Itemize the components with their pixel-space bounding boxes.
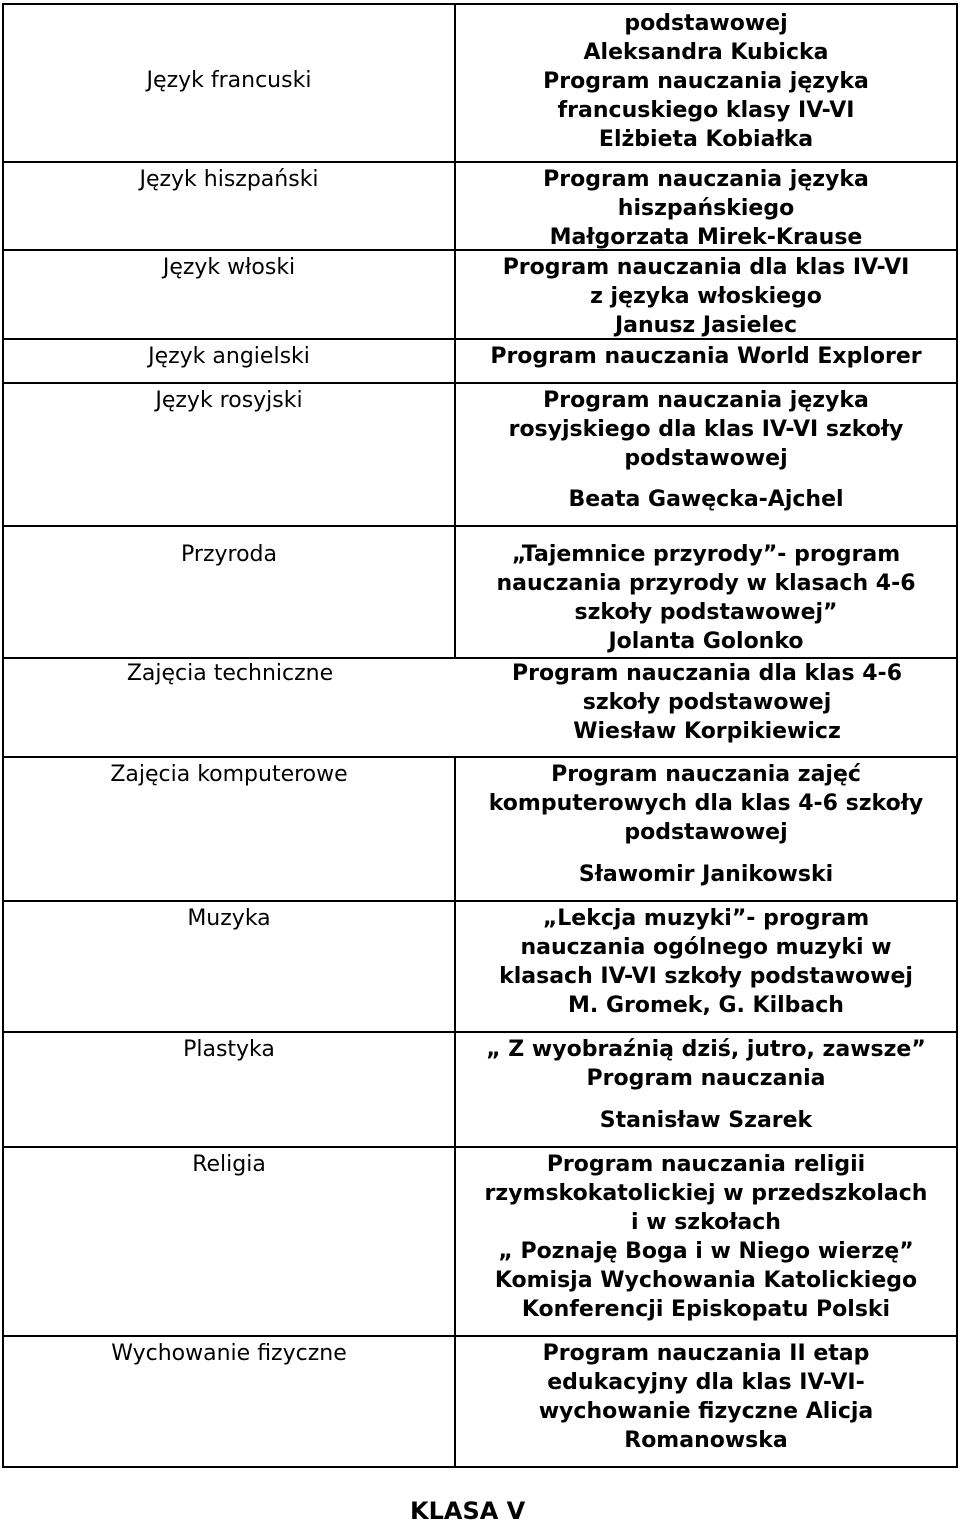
program-cell xyxy=(456,902,956,1031)
table-row xyxy=(4,659,956,758)
program-line: Program nauczania zajęć xyxy=(551,762,861,787)
program-cell xyxy=(456,527,956,657)
table-row xyxy=(4,384,956,527)
subject-label: Język angielski xyxy=(148,344,310,369)
table-row xyxy=(4,1337,956,1468)
program-line: wychowanie fizyczne Alicja xyxy=(538,1399,874,1424)
table-row xyxy=(4,251,956,340)
subject-cell xyxy=(4,1148,456,1335)
program-cell xyxy=(456,340,956,382)
program-line: Wiesław Korpikiewicz xyxy=(573,719,841,744)
subject-label: Muzyka xyxy=(187,906,271,931)
program-line: Program nauczania dla klas IV-VI xyxy=(502,255,910,280)
program-line: rzymskokatolickiej w przedszkolach xyxy=(484,1181,928,1206)
subject-label: Przyroda xyxy=(181,542,277,567)
program-line: Małgorzata Mirek-Krause xyxy=(549,225,863,250)
program-line: Program nauczania dla klas 4-6 xyxy=(512,661,902,686)
program-line: Program nauczania II etap xyxy=(542,1341,870,1366)
program-line: z języka włoskiego xyxy=(590,284,822,309)
program-line: i w szkołach xyxy=(631,1210,781,1235)
subject-cell xyxy=(4,527,456,657)
subject-cell xyxy=(4,659,456,756)
program-line: Program nauczania języka xyxy=(543,388,869,413)
program-line: Program nauczania języka xyxy=(543,167,869,192)
program-line: szkoły podstawowej xyxy=(582,690,832,715)
program-line: klasach IV-VI szkoły podstawowej xyxy=(499,964,913,989)
table-row xyxy=(4,1033,956,1148)
program-author: Beata Gawęcka-Ajchel xyxy=(568,487,844,512)
table-row xyxy=(4,1148,956,1337)
program-line: Program nauczania xyxy=(586,1066,826,1091)
program-line: edukacyjny dla klas IV-VI- xyxy=(547,1370,865,1395)
program-line: Elżbieta Kobiałka xyxy=(598,127,814,152)
subject-label: Zajęcia komputerowe xyxy=(110,762,348,787)
subject-cell xyxy=(4,1033,456,1146)
program-line: Aleksandra Kubicka xyxy=(583,40,829,65)
table-row xyxy=(4,5,956,163)
subject-label: Zajęcia techniczne xyxy=(126,661,334,686)
program-line: Program nauczania World Explorer xyxy=(490,344,922,369)
table-row xyxy=(4,163,956,251)
program-line: Program nauczania religii xyxy=(546,1152,866,1177)
program-author: Stanisław Szarek xyxy=(599,1108,813,1133)
subject-label: Język włoski xyxy=(162,255,296,280)
program-cell xyxy=(456,659,956,756)
program-line: nauczania przyrody w klasach 4-6 xyxy=(496,571,916,596)
table-row xyxy=(4,902,956,1033)
program-cell xyxy=(456,5,956,161)
program-line: Program nauczania języka xyxy=(543,69,869,94)
subject-cell xyxy=(4,902,456,1031)
subject-cell xyxy=(4,163,456,249)
subject-label: Język rosyjski xyxy=(155,388,303,413)
curriculum-table xyxy=(2,3,958,1468)
program-cell xyxy=(456,384,956,525)
program-cell xyxy=(456,758,956,900)
program-line: „ Poznaję Boga i w Niego wierzę” xyxy=(498,1239,914,1264)
program-cell xyxy=(456,1337,956,1466)
program-line: „ Z wyobraźnią dziś, jutro, zawsze” xyxy=(486,1037,926,1062)
class-heading: KLASA V xyxy=(410,1497,526,1525)
table-row xyxy=(4,527,956,659)
table-row xyxy=(4,758,956,902)
subject-cell xyxy=(4,5,456,161)
subject-label: Język hiszpański xyxy=(139,167,319,192)
program-line: rosyjskiego dla klas IV-VI szkoły xyxy=(508,417,904,442)
subject-label: Religia xyxy=(192,1152,266,1177)
subject-label: Język francuski xyxy=(146,68,312,93)
program-line: „Lekcja muzyki”- program xyxy=(542,906,870,931)
program-line: podstawowej xyxy=(624,446,788,471)
program-author: Sławomir Janikowski xyxy=(578,862,834,887)
program-line: Konferencji Episkopatu Polski xyxy=(521,1297,891,1322)
program-line: komputerowych dla klas 4-6 szkoły xyxy=(488,791,924,816)
subject-label: Plastyka xyxy=(183,1037,275,1062)
program-line: Komisja Wychowania Katolickiego xyxy=(494,1268,918,1293)
table-row xyxy=(4,340,956,384)
subject-cell xyxy=(4,251,456,338)
program-line: hiszpańskiego xyxy=(617,196,795,221)
program-cell xyxy=(456,1033,956,1146)
program-line: podstawowej xyxy=(624,11,788,36)
subject-cell xyxy=(4,758,456,900)
program-cell xyxy=(456,1148,956,1335)
program-line: nauczania ogólnego muzyki w xyxy=(520,935,892,960)
subject-cell xyxy=(4,384,456,525)
program-line: Jolanta Golonko xyxy=(608,629,804,654)
program-line: podstawowej xyxy=(624,820,788,845)
subject-label: Wychowanie fizyczne xyxy=(111,1341,347,1366)
program-line: szkoły podstawowej” xyxy=(574,600,838,625)
program-line: Romanowska xyxy=(624,1428,788,1453)
program-line: francuskiego klasy IV-VI xyxy=(557,98,855,123)
program-cell xyxy=(456,251,956,338)
subject-cell xyxy=(4,1337,456,1466)
program-line: Janusz Jasielec xyxy=(614,313,797,338)
program-line: M. Gromek, G. Kilbach xyxy=(568,993,844,1018)
program-line: „Tajemnice przyrody”- program xyxy=(511,542,901,567)
program-cell xyxy=(456,163,956,249)
subject-cell xyxy=(4,340,456,382)
